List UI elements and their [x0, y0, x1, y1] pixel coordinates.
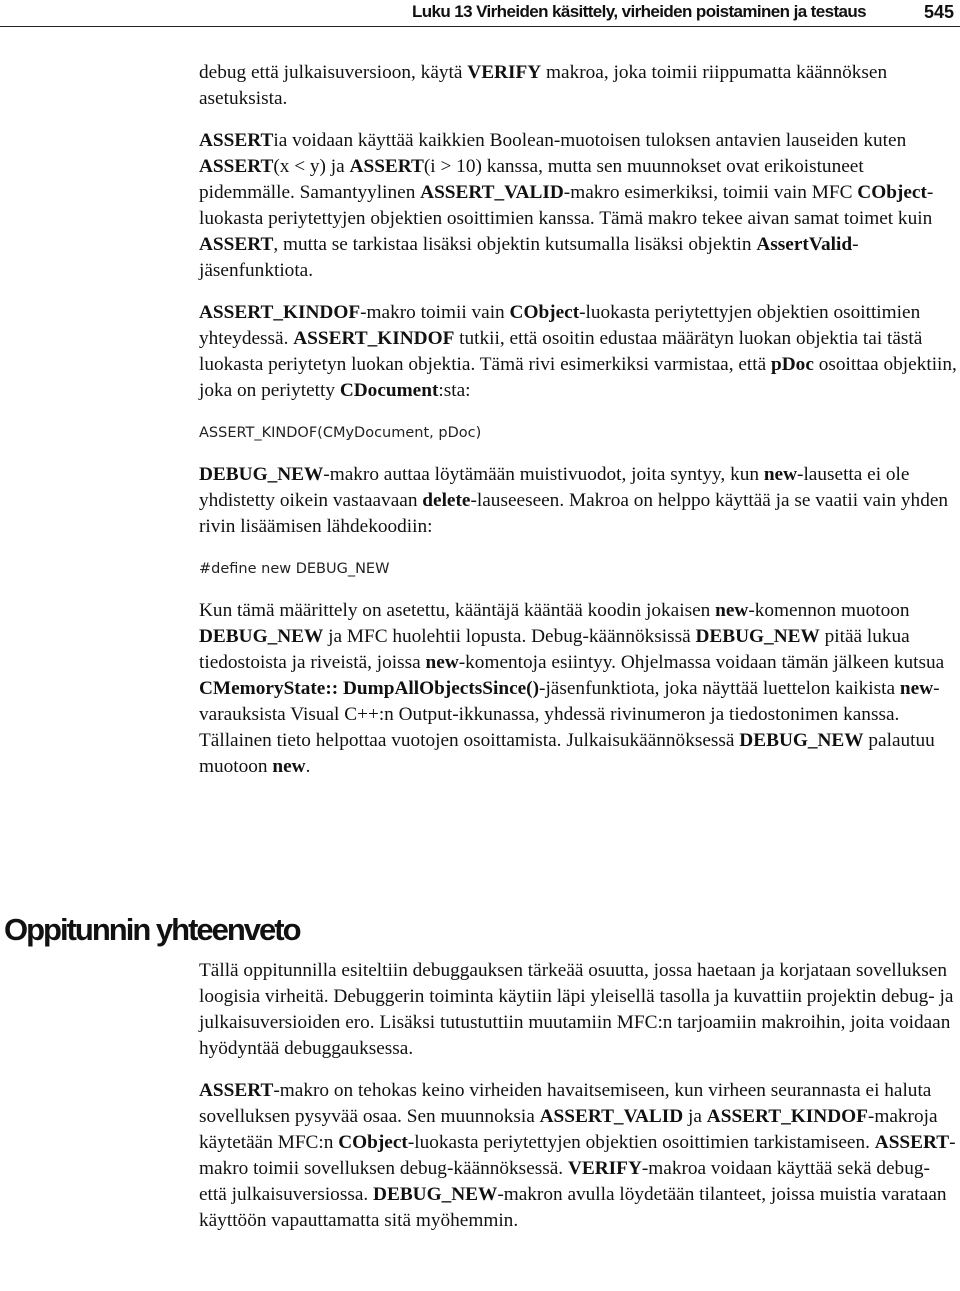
paragraph-summary-intro: Tällä oppitunnilla esiteltiin debuggauksen tärkeää osuutta, jossa haetaan ja korjataan sovelluksen loogisia virheitä. Debuggerin toiminta käytiin läpi yleisellä tasolla ja kuvattiin projektin debug- ja julkaisuversioiden ero. Lisäksi tutustuttiin muutamiin MFC:n tarjoamiin makroihin, joita voidaan hyödyntää debuggauksessa. [199, 960, 954, 1059]
page-header [0, 0, 960, 27]
paragraph-debug-new: DEBUG_NEW-makro auttaa löytämään muistivuodot, joita syntyy, kun new-lausetta ei ole yhdistetty oikein vastaavaan delete-lauseeseen. Makroa on helppo käyttää ja se vaatii vain yhden rivin lisäämisen lähdekoodiin: [199, 464, 949, 537]
section-heading: Oppitunnin yhteenveto [4, 912, 300, 947]
paragraph-debug-new-details: Kun tämä määrittely on asetettu, kääntäjä kääntää koodin jokaisen new-komennon muotoon DEBUG_NEW ja MFC huolehtii lopusta. Debug-käännöksissä DEBUG_NEW pitää lukua tiedostoista ja riveistä, joissa new-komentoja esiintyy. Ohjelmassa voidaan tämän jälkeen kutsua CMemoryState:: DumpAllObjectsSince()-jäsenfunktiota, joka näyttää luettelon kaikista new-varauksista Visual C++:n Output-ikkunassa, yhdessä rivinumeron ja tiedostonimen kanssa. Tällainen tieto helpottaa vuotojen osoittamista. Julkaisukäännöksessä DEBUG_NEW palautuu muotoon new. [199, 600, 945, 777]
chapter-title: Luku 13 Virheiden käsittely, virheiden poistaminen ja testaus [411, 2, 866, 21]
code-sample-assert-kindof: ASSERT_KINDOF(CMyDocument, pDoc) [199, 425, 482, 441]
paragraph-verify-note: debug että julkaisuversioon, käytä VERIFY makroa, joka toimii riippumatta käännöksen asetuksista. [199, 62, 888, 109]
paragraph-assert-variants: ASSERTia voidaan käyttää kaikkien Boolean-muotoisen tuloksen antavien lauseiden kuten ASSERT(x < y) ja ASSERT(i > 10) kanssa, mutta sen muunnokset ovat erikoistuneet pidemmälle. Samantyylinen ASSERT_VALID-makro esimerkiksi, toimii vain MFC CObject-luokasta periytettyjen objektien osoittimien kanssa. Tämä makro tekee aivan samat toimet kuin ASSERT, mutta se tarkistaa lisäksi objektin kutsumalla lisäksi objektin AssertValid-jäsenfunktiota. [199, 130, 934, 281]
body-text [199, 60, 959, 780]
page-number: 545 [923, 2, 954, 22]
summary-text [199, 958, 959, 1234]
paragraph-summary-macros: ASSERT-makro on tehokas keino virheiden havaitsemiseen, kun virheen seurannasta ei haluta sovelluksen pysyvää osaa. Sen muunnoksia ASSERT_VALID ja ASSERT_KINDOF-makroja käytetään MFC:n CObject-luokasta periytettyjen objektien osoittimien tarkistamiseen. ASSERT-makro toimii sovelluksen debug-käännöksessä. VERIFY-makroa voidaan käyttää sekä debug- että julkaisuversiossa. DEBUG_NEW-makron avulla löydetään tilanteet, joissa muistia varataan käyttöön vapauttamatta sitä myöhemmin. [199, 1080, 956, 1231]
code-sample-define-new: #define new DEBUG_NEW [199, 561, 390, 577]
paragraph-assert-kindof: ASSERT_KINDOF-makro toimii vain CObject-luokasta periytettyjen objektien osoittimien yhteydessä. ASSERT_KINDOF tutkii, että osoitin edustaa määrätyn luokan objektia tai tästä luokasta periytetyn luokan objektia. Tämä rivi esimerkiksi varmistaa, että pDoc osoittaa objektiin, joka on periytetty CDocument:sta: [199, 302, 957, 401]
